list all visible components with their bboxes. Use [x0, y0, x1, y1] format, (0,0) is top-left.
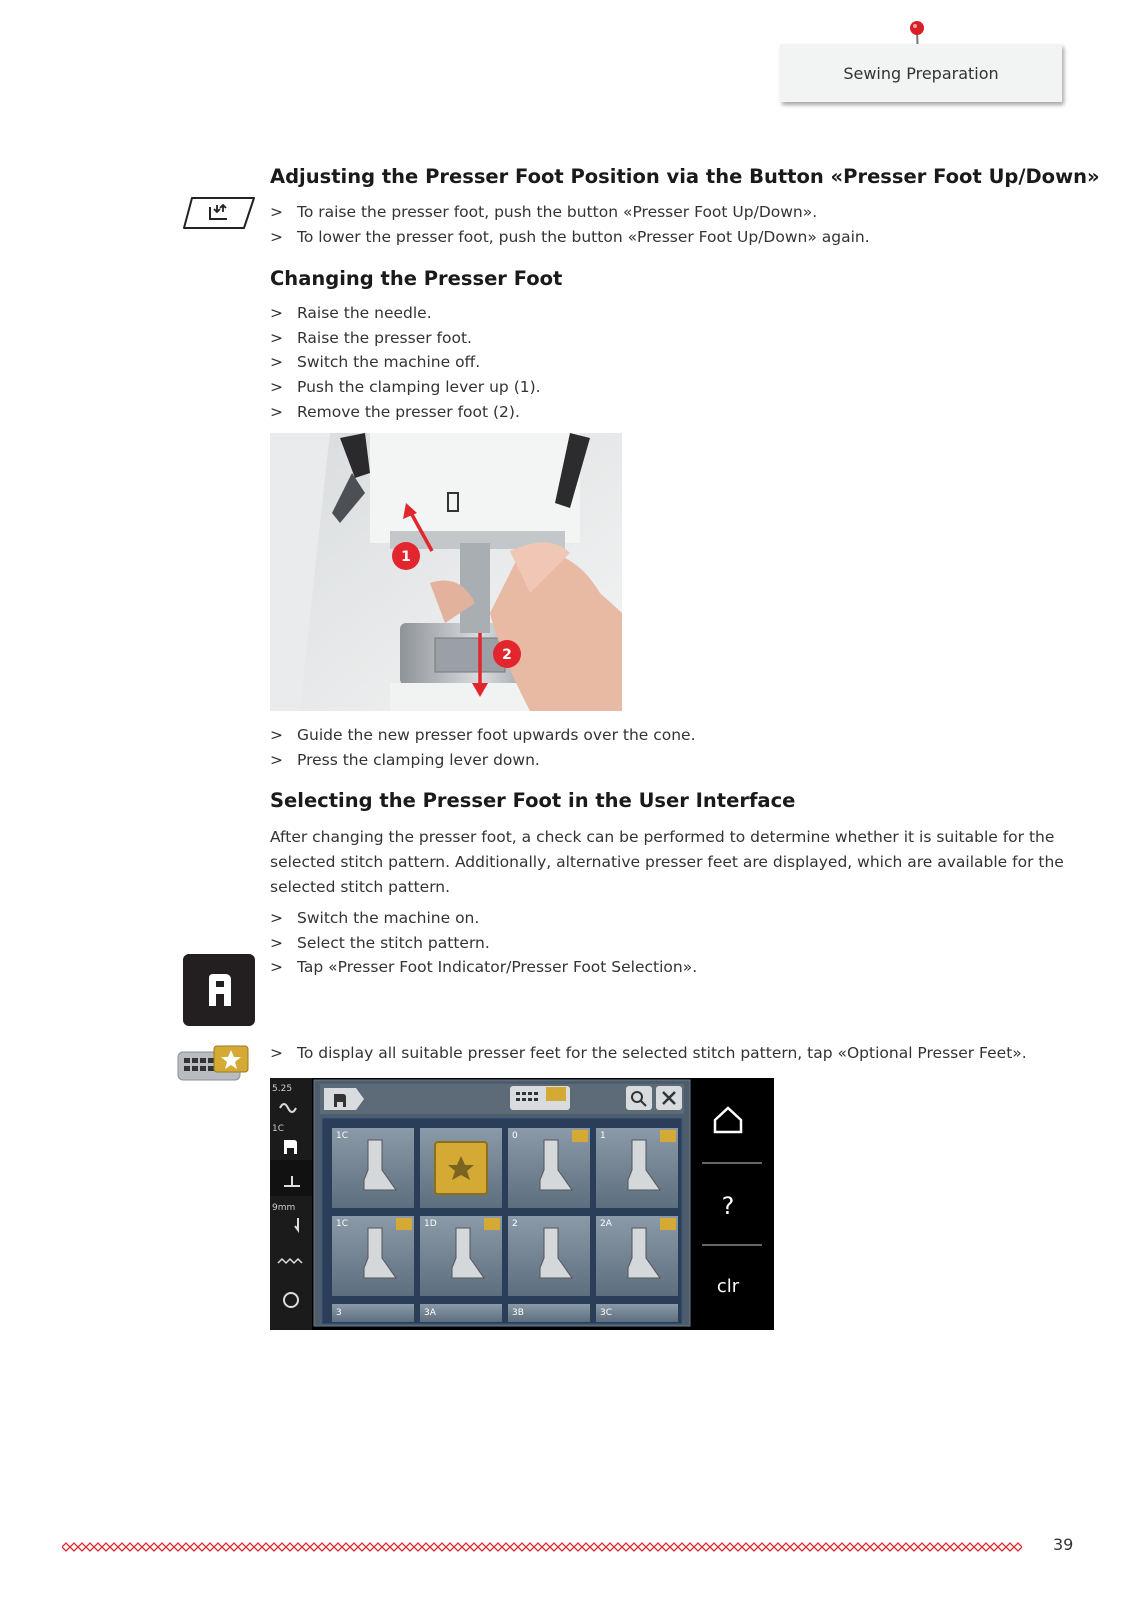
change-steps — [270, 301, 541, 424]
foot-label: 3C — [600, 1308, 613, 1318]
foot-label: 2A — [600, 1219, 612, 1229]
sidebar-label-4: 9mm — [272, 1203, 296, 1213]
change-steps-after — [270, 723, 696, 772]
callout-1: 1 — [401, 549, 411, 565]
foot-label: 2 — [512, 1219, 518, 1229]
list-item: > Press the clamping lever down. — [270, 748, 696, 773]
list-item: > Switch the machine off. — [270, 350, 541, 375]
list-item: > Guide the new presser foot upwards over the cone. — [270, 723, 696, 748]
list-item: > To display all suitable presser feet for the selected stitch pattern, tap «Optional Presser Feet». — [270, 1041, 1027, 1066]
decorative-stitch-line — [62, 1540, 1022, 1554]
list-item: > Remove the presser foot (2). — [270, 400, 541, 425]
select-steps-after — [270, 1041, 1027, 1066]
page-number: 39 — [1053, 1535, 1074, 1554]
heading-adjust: Adjusting the Presser Foot Position via the Button «Presser Foot Up/Down» — [270, 165, 1100, 188]
help-button-label: ? — [721, 1192, 735, 1220]
foot-label: 3B — [512, 1308, 524, 1318]
list-item: > Raise the presser foot. — [270, 326, 541, 351]
callout-2: 2 — [502, 647, 512, 663]
foot-label: 3 — [336, 1308, 342, 1318]
section-tab — [780, 44, 1062, 102]
optional-presser-feet-icon — [176, 1044, 252, 1084]
foot-label: 1 — [600, 1131, 606, 1141]
foot-label: 1C — [336, 1131, 349, 1141]
list-item: > To lower the presser foot, push the button «Presser Foot Up/Down» again. — [270, 225, 870, 250]
list-item: > Select the stitch pattern. — [270, 931, 697, 956]
presser-foot-up-down-icon — [182, 196, 256, 230]
list-item: > Switch the machine on. — [270, 906, 697, 931]
select-intro: After changing the presser foot, a check can be performed to determine whether it is suitable for the selected stitch pattern. Additionally, alternative presser feet are displayed, which are available for the selected stitch pattern. — [270, 828, 1064, 896]
list-item: > To raise the presser foot, push the button «Presser Foot Up/Down». — [270, 200, 870, 225]
sidebar-label-2: 1C — [272, 1124, 285, 1134]
presser-foot-indicator-icon — [183, 954, 255, 1026]
presser-foot-photo — [270, 433, 622, 711]
list-item: > Raise the needle. — [270, 301, 541, 326]
foot-label: 0 — [512, 1131, 518, 1141]
touch-screen-presser-foot-selection — [270, 1078, 774, 1330]
sidebar-label-1: 5.25 — [272, 1084, 293, 1094]
section-tab-label: Sewing Preparation — [843, 63, 999, 83]
list-item: > Push the clamping lever up (1). — [270, 375, 541, 400]
clear-button-label: clr — [716, 1276, 740, 1297]
adjust-steps — [270, 200, 870, 249]
foot-label: 1C — [336, 1219, 349, 1229]
select-steps — [270, 906, 697, 980]
foot-label: 1D — [424, 1219, 437, 1229]
heading-change: Changing the Presser Foot — [270, 267, 563, 290]
foot-label: 3A — [424, 1308, 436, 1318]
heading-select: Selecting the Presser Foot in the User Interface — [270, 789, 796, 812]
list-item: > Tap «Presser Foot Indicator/Presser Foot Selection». — [270, 955, 697, 980]
